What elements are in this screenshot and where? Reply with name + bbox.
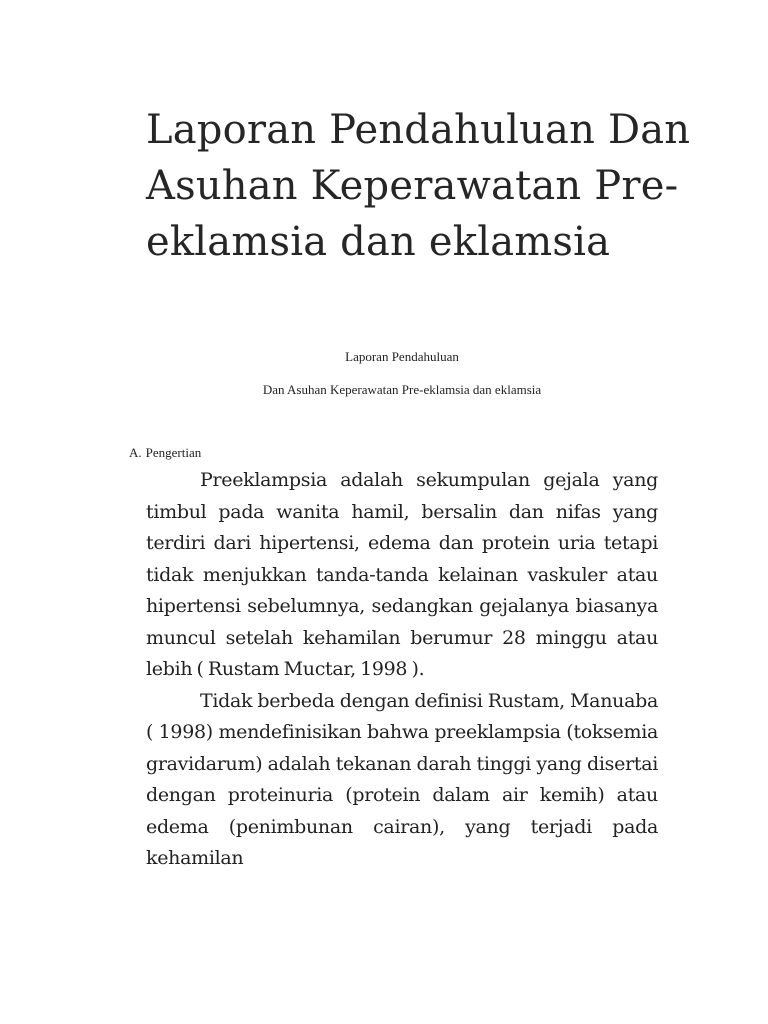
section-heading-label: Pengertian [145,445,202,460]
subtitle-line-1: Laporan Pendahuluan [345,349,459,364]
body-text [146,465,658,875]
paragraph-2: Tidak berbeda dengan definisi Rustam, Manuaba ( 1998) mendefinisikan bahwa preeklampsia (toksemia gravidarum) adalah tekanan darah tinggi yang disertai dengan proteinuria (protein dalam air kemih) atau edema (penimbunan cairan), yang terjadi pada kehamilan [146,689,658,869]
paragraph-1: Preeklampsia adalah sekumpulan gejala yang timbul pada wanita hamil, bersalin dan nifas yang terdiri dari hipertensi, edema dan protein uria tetapi tidak menjukkan tanda-tanda kelainan vaskuler atau hipertensi sebelumnya, sedangkan gejalanya biasanya muncul setelah kehamilan berumur 28 minggu atau lebih ( Rustam Muctar, 1998 ). [146,469,658,680]
section-number: A. [129,445,142,460]
document-title: Laporan Pendahuluan Dan Asuhan Keperawatan Pre-eklamsia dan eklamsia [146,107,691,265]
section-heading [129,445,201,461]
subtitle-line-2: Dan Asuhan Keperawatan Pre-eklamsia dan eklamsia [262,382,542,397]
